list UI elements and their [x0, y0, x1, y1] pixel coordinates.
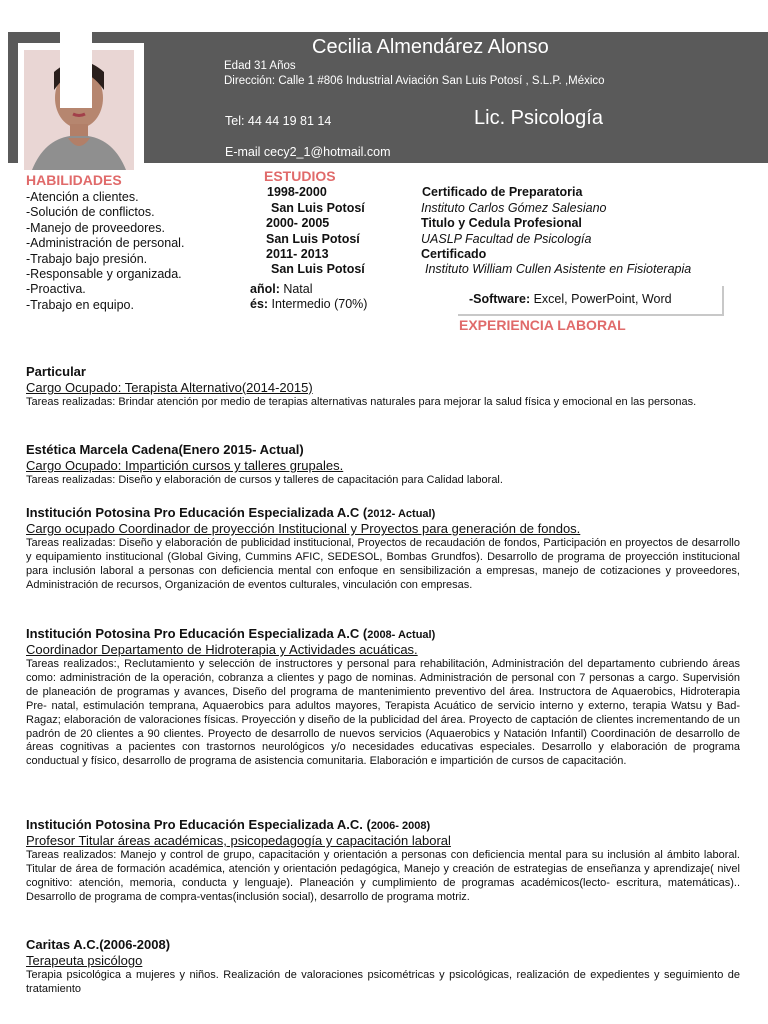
company-name: Institución Potosina Pro Educación Especializada A.C (: [26, 626, 368, 641]
job-company: [26, 364, 740, 379]
job-years: 2008- Actual): [367, 629, 436, 641]
skills-list: [26, 190, 184, 313]
study-year: 2011- 2013: [266, 247, 329, 261]
study-school: UASLP Facultad de Psicología: [421, 232, 592, 246]
language-level: Intermedio (70%): [268, 297, 368, 311]
job-role: Profesor Titular áreas académicas, psicopedagogía y capacitación laboral: [26, 833, 451, 848]
job-role: Terapeuta psicólogo: [26, 953, 143, 968]
study-city: San Luis Potosí: [266, 232, 360, 246]
company-name: Institución Potosina Pro Educación Especializada A.C (: [26, 505, 368, 520]
study-title: Certificado de Preparatoria: [422, 185, 583, 199]
experience-heading: EXPERIENCIA LABORAL: [459, 317, 626, 333]
job-company: [26, 505, 740, 520]
study-year: 1998-2000: [267, 185, 327, 199]
study-title: Certificado: [421, 247, 487, 261]
company-name: Particular: [26, 364, 86, 379]
study-year: 2000- 2005: [266, 216, 330, 230]
language-label: és:: [250, 297, 269, 311]
software-label: -Software:: [469, 292, 531, 306]
skill-item: -Atención a clientes.: [26, 190, 139, 204]
skill-item: -Responsable y organizada.: [26, 267, 182, 282]
company-name: Estética Marcela Cadena(Enero 2015- Actual): [26, 442, 304, 457]
candidate-name: Cecilia Almendárez Alonso: [312, 36, 549, 58]
study-school: Instituto William Cullen Asistente en Fisioterapia: [425, 262, 692, 276]
job-description: Tareas realizados: Manejo y control de grupo, capacitación y orientación a personas con deficiencia mental para su inclusión al ámbito laboral. Titular de área de formación académica, atención y orientación pedagógica, Manejo y creación de estrategias de enseñanza y aprendizaje( nivel cognitivo: atención, memoria, conducta y lenguaje). Planeación y cumplimiento de programas académicos(lecto- escritura, matemáticas).. Desarrollo de programa de compra-ventas(inclusión social), desarrollo de programa motriz.: [26, 849, 740, 903]
studies-heading: ESTUDIOS: [264, 168, 336, 184]
age: Edad 31 Años: [224, 60, 296, 72]
skill-item: -Trabajo en equipo.: [26, 297, 134, 312]
language-level: Natal: [279, 282, 313, 296]
job-description: Tareas realizadas: Brindar atención por medio de terapias alternativas naturales para mejorar la salud física y emocional en las personas.: [26, 396, 697, 408]
skill-item: -Manejo de proveedores.: [26, 220, 165, 235]
degree-title: Lic. Psicología: [474, 107, 603, 129]
phone: Tel: 44 44 19 81 14: [225, 114, 332, 128]
header-white-block: [60, 32, 92, 108]
job-years: 2006- 2008): [370, 820, 431, 832]
job-role: Coordinador Departamento de Hidroterapia y Actividades acuáticas.: [26, 642, 418, 657]
job-role: Cargo Ocupado: Terapista Alternativo(2014-2015): [26, 380, 313, 395]
skill-item: -Trabajo bajo presión.: [26, 251, 148, 266]
job-role: Cargo Ocupado: Impartición cursos y talleres grupales.: [26, 458, 344, 473]
language-english: [250, 297, 367, 311]
company-name: Caritas A.C.(2006-2008): [26, 937, 171, 952]
job-description: Tareas realizadas: Diseño y elaboración de publicidad institucional, Proyectos de recaudación de fondos, Participación en proyectos de desarrollo y equipamiento institucional (Global Giving, Cummins AFIC, SEDESOL, Bombas Grundfos). Desarrollo de programa de proyección institucional para inclusión laboral a personas con deficiencia mental con enfoque en sensibilización a empresas, manejo de cotizaciones y proveedores, Administración de recursos, Organización de eventos culturales, vinculación con empresas.: [26, 537, 740, 591]
software-value: Excel, PowerPoint, Word: [530, 292, 672, 306]
language-spanish: [250, 282, 313, 296]
study-city: San Luis Potosí: [271, 201, 365, 215]
job-description: Terapia psicológica a mujeres y niños. Realización de valoraciones psicométricas y psicológicas, realización de expedientes y seguimiento de tratamiento: [26, 969, 740, 995]
job-entry: [26, 626, 740, 769]
job-company: [26, 937, 740, 952]
job-company: [26, 817, 740, 832]
company-name: Institución Potosina Pro Educación Especializada A.C. (: [26, 817, 371, 832]
job-description: Tareas realizadas: Diseño y elaboración de cursos y talleres de capacitación para Calidad laboral.: [26, 474, 503, 486]
skills-heading: HABILIDADES: [26, 172, 122, 188]
job-entry: [26, 817, 740, 905]
skill-item: -Solución de conflictos.: [26, 205, 155, 220]
email: E-mail cecy2_1@hotmail.com: [225, 145, 391, 159]
job-entry: [26, 505, 740, 593]
job-company: [26, 442, 740, 457]
job-entry: [26, 442, 740, 488]
language-label: añol:: [250, 282, 280, 296]
job-role: Cargo ocupado Coordinador de proyección Institucional y Proyectos para generación de fondos.: [26, 521, 581, 536]
software-line: [469, 292, 672, 306]
job-company: [26, 626, 740, 641]
job-description: Tareas realizados:, Reclutamiento y selección de instructores y personal para rehabilitación, Administración del departamento cubriendo áreas como: administración de la operación, cobranza a clientes y pago de nominas. Administración de personal con 7 personas a cargo. Supervisión de planeación de programas y avances, Diseño del programa de mantenimiento preventivo del área. Instructora de Aquaerobics, Hidroterapia Pre- natal, estimulación temprana, Aquaerobics para adultos mayores, Terapista Acuático de servicio interno y externo, terapia Watsu y Bad- Ragaz; elaboración de valoraciones físicas. Proyección y diseño de la publicidad del área. Proyecto de captación de clientes incrementando de un padrón de 20 clientes a 90 clientes. Proyecto de desarrollo de nuevos servicios (Aquaerobics y Natación Infantil) Coordinación de desarrollo de áreas cognitivas a pacientes con trastornos neurológicos y/o necesidades educativas especiales. Desarrollo y elaboración de programa conductual y físico, desarrollo de programa de asistencia comunitaria. Elaboración e impartición de cursos de capacitación.: [26, 658, 740, 768]
study-school: Instituto Carlos Gómez Salesiano: [421, 201, 607, 215]
job-years: 2012- Actual): [367, 508, 436, 520]
study-city: San Luis Potosí: [271, 262, 365, 276]
skill-item: -Proactiva.: [26, 282, 86, 297]
job-entry: [26, 937, 740, 997]
skill-item: -Administración de personal.: [26, 236, 185, 251]
address: Dirección: Calle 1 #806 Industrial Aviación San Luis Potosí , S.L.P. ,México: [224, 75, 605, 87]
job-entry: [26, 364, 740, 410]
study-title: Titulo y Cedula Profesional: [421, 216, 582, 230]
